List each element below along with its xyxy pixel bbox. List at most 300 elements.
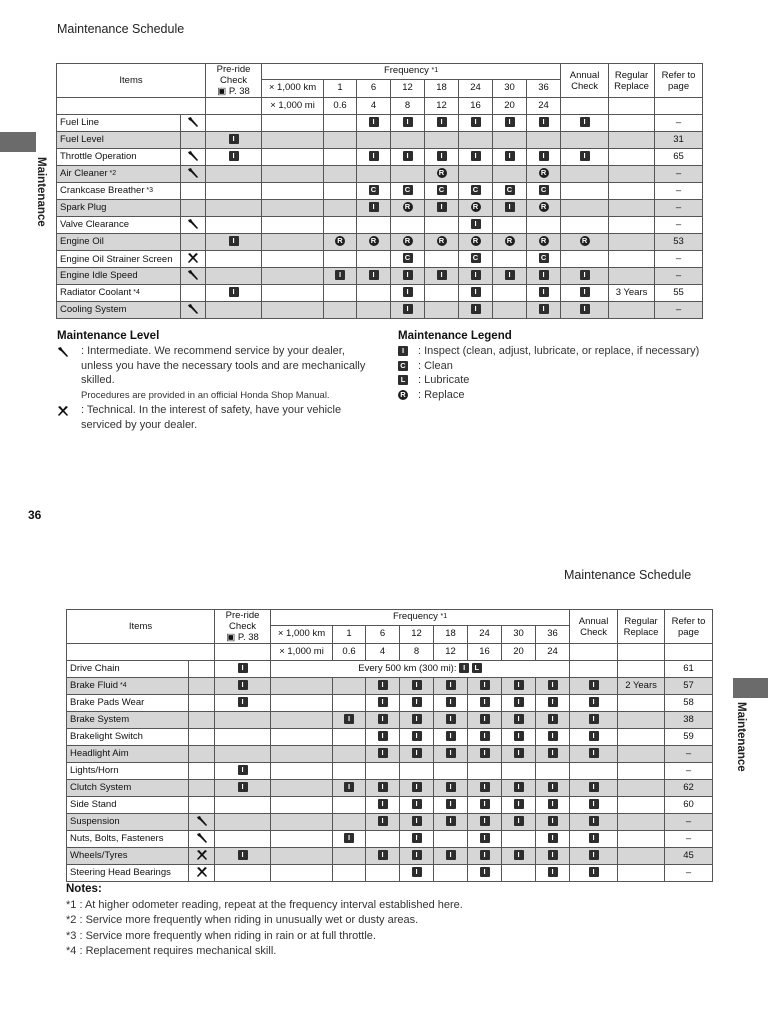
inspect-icon: I [548,850,558,860]
annual-cell [561,183,609,200]
freq-cell [333,712,366,729]
freq-cell [434,678,468,695]
level-cell [189,695,215,712]
item-name: Side Stand [67,797,189,814]
inspect-icon: I [446,850,456,860]
freq-cell [459,115,493,132]
wrench-icon [187,303,199,315]
item-name: Crankcase Breather $^{*3}$ [57,183,181,200]
regular-cell: 3 Years [609,285,655,302]
freq-cell [536,780,570,797]
inspect-icon: I [539,287,549,297]
freq-cell [434,814,468,831]
annual-cell [561,234,609,251]
freq-label-cell [262,217,324,234]
mi-value: 0.6 [324,98,357,115]
km-value: 18 [434,625,468,643]
inspect-icon: I [580,117,590,127]
km-value: 36 [527,79,561,97]
item-name: Brake System [67,712,189,729]
freq-cell [434,797,468,814]
table-row [57,183,703,200]
clean-icon: C [539,185,549,195]
inspect-icon: I [378,782,388,792]
freq-cell [366,797,400,814]
freq-label-cell [271,695,333,712]
inspect-icon: I [471,270,481,280]
freq-label-cell [262,302,324,319]
annual-cell [570,678,618,695]
refer-page: 38 [665,712,713,729]
freq-cell [502,746,536,763]
inspect-icon: I [589,697,599,707]
maintenance-table-1 [56,63,703,319]
freq-cell [391,234,425,251]
annual-cell [570,695,618,712]
freq-cell [425,183,459,200]
preride-cell [206,149,262,166]
inspect-icon: I [238,782,248,792]
freq-cell [459,251,493,268]
inspect-icon: I [412,680,422,690]
freq-cell [434,695,468,712]
inspect-icon: I [344,833,354,843]
clean-icon: C [471,253,481,263]
inspect-icon: I [539,117,549,127]
km-value: 30 [493,79,527,97]
refer-page: – [655,115,703,132]
level-cell [189,712,215,729]
freq-cell [357,217,391,234]
item-name: Fuel Level [57,132,181,149]
inspect-icon: I [412,731,422,741]
annual-cell [570,746,618,763]
freq-label-cell [271,780,333,797]
refer-page: – [655,183,703,200]
inspect-icon: I [412,816,422,826]
km-value: 6 [366,625,400,643]
preride-cell [206,183,262,200]
inspect-icon: I [548,799,558,809]
inspect-icon: I [446,731,456,741]
freq-label-cell [271,814,333,831]
level-cell [189,780,215,797]
legend-lubricate: : Lubricate [418,374,470,386]
freq-cell [391,302,425,319]
freq-cell [502,831,536,848]
freq-cell [536,678,570,695]
inspect-icon: I [580,270,590,280]
inspect-icon: I [437,270,447,280]
replace-icon: R [580,236,590,246]
tools-icon [196,866,208,878]
item-name: Brake Pads Wear [67,695,189,712]
replace-icon: R [471,202,481,212]
header-filler [570,644,618,661]
freq-cell [391,200,425,217]
mi-value: 12 [425,98,459,115]
level-cell [181,166,206,183]
annual-cell [561,285,609,302]
freq-cell [468,865,502,882]
freq-cell [425,285,459,302]
freq-cell [391,115,425,132]
refer-page: 55 [655,285,703,302]
freq-label-cell [262,132,324,149]
inspect-icon: I [480,816,490,826]
freq-cell [493,115,527,132]
freq-cell [366,865,400,882]
freq-cell [527,302,561,319]
mi-label: × 1,000 mi [271,644,333,661]
regular-cell [609,234,655,251]
freq-label-cell [271,678,333,695]
freq-cell [459,302,493,319]
freq-cell [366,729,400,746]
freq-cell [434,831,468,848]
freq-cell [459,200,493,217]
inspect-icon: I [589,833,599,843]
item-name: Headlight Aim [67,746,189,763]
page-title: Maintenance Schedule [57,22,185,36]
table-row [67,763,713,780]
freq-cell [502,848,536,865]
freq-cell [400,780,434,797]
preride-cell [215,729,271,746]
freq-cell [366,763,400,780]
refer-page: 60 [665,797,713,814]
freq-cell [366,831,400,848]
annual-cell [561,149,609,166]
wrench-icon [187,167,199,179]
annual-cell [561,302,609,319]
km-value: 24 [459,79,493,97]
freq-cell [324,302,357,319]
maintenance-legend-heading: Maintenance Legend [398,330,512,342]
level-cell [181,217,206,234]
freq-cell [357,149,391,166]
freq-cell [493,285,527,302]
annual-cell [570,763,618,780]
table-row [57,166,703,183]
inspect-icon: I [514,714,524,724]
inspect-icon: I [589,680,599,690]
section-label: Maintenance [35,157,47,227]
freq-cell [536,763,570,780]
km-value: 1 [324,79,357,97]
preride-cell [215,865,271,882]
freq-cell [324,166,357,183]
table-row [67,661,713,678]
freq-label-cell [271,729,333,746]
preride-cell [206,132,262,149]
section-label-2: Maintenance [735,702,747,772]
freq-cell [400,814,434,831]
freq-cell [468,780,502,797]
table-row [67,865,713,882]
table-row [57,234,703,251]
refer-page: 59 [665,729,713,746]
frequency-header: Frequency $^{*1}$ [262,64,561,80]
level-cell [181,251,206,268]
freq-cell [536,729,570,746]
items-header-2: Items [67,610,215,644]
freq-cell [493,166,527,183]
level-cell [189,746,215,763]
freq-cell [366,712,400,729]
inspect-icon: I [505,117,515,127]
clean-icon: C [471,185,481,195]
inspect-icon: I [589,782,599,792]
regular-cell [609,149,655,166]
freq-cell [391,183,425,200]
refer-page: – [665,763,713,780]
notes-heading: Notes: [66,883,102,895]
preride-cell [215,797,271,814]
freq-cell [400,865,434,882]
freq-cell [459,183,493,200]
freq-cell [536,814,570,831]
annual-header: Annual Check [561,64,609,98]
table-row [67,831,713,848]
inspect-icon: I [412,782,422,792]
regular-cell [609,302,655,319]
replace-icon: R [437,236,447,246]
header-filler [609,98,655,115]
inspect-icon: I [369,151,379,161]
lubricate-icon: L [398,375,408,385]
freq-label-cell [262,115,324,132]
refer-page: 53 [655,234,703,251]
inspect-icon: I [580,304,590,314]
freq-cell [468,678,502,695]
header-filler [206,98,262,115]
freq-cell [459,132,493,149]
inspect-icon: I [398,346,408,356]
table-row [67,780,713,797]
freq-cell [527,285,561,302]
mi-value: 8 [400,644,434,661]
preride-cell [206,302,262,319]
inspect-icon: I [446,748,456,758]
inspect-icon: I [548,782,558,792]
inspect-icon: I [548,714,558,724]
freq-cell [357,115,391,132]
maintenance-legend [398,330,718,402]
item-name: Engine Oil [57,234,181,251]
tools-icon [57,404,69,419]
regular-cell [609,115,655,132]
inspect-icon: I [412,714,422,724]
refer-page: – [665,831,713,848]
annual-cell [570,814,618,831]
inspect-icon: I [514,697,524,707]
regular-cell [609,268,655,285]
level-cell [189,797,215,814]
preride-cell [215,695,271,712]
freq-cell [459,217,493,234]
item-name: Brake Fluid $^{*4}$ [67,678,189,695]
inspect-icon: I [514,816,524,826]
inspect-icon: I [471,219,481,229]
refer-page: 62 [665,780,713,797]
inspect-icon: I [548,748,558,758]
regular-cell [618,746,665,763]
freq-cell [493,132,527,149]
inspect-icon: I [446,782,456,792]
freq-cell [333,814,366,831]
inspect-icon: I [403,270,413,280]
regular-cell [609,200,655,217]
freq-cell [536,746,570,763]
freq-cell [333,678,366,695]
regular-cell [618,729,665,746]
freq-cell [333,848,366,865]
inspect-icon: I [344,714,354,724]
freq-cell [502,814,536,831]
inspect-icon: I [403,304,413,314]
inspect-icon: I [369,117,379,127]
freq-cell [357,234,391,251]
replace-icon: R [335,236,345,246]
inspect-icon: I [548,697,558,707]
freq-cell [357,132,391,149]
inspect-icon: I [589,816,599,826]
maintenance-table-2 [66,609,713,882]
preride-cell [206,200,262,217]
clean-icon: C [437,185,447,195]
freq-cell [357,200,391,217]
preride-cell [206,115,262,132]
inspect-icon: I [335,270,345,280]
freq-cell [333,763,366,780]
preride-cell [206,217,262,234]
preride-cell [215,831,271,848]
annual-cell [570,661,618,678]
table-row [67,695,713,712]
inspect-icon: I [480,782,490,792]
freq-cell [493,183,527,200]
inspect-icon: I [344,782,354,792]
km-value: 1 [333,625,366,643]
freq-label-cell [271,848,333,865]
refer-page: – [655,268,703,285]
freq-cell [391,166,425,183]
inspect-icon: I [378,714,388,724]
items-header: Items [57,64,206,98]
inspect-icon: I [589,731,599,741]
inspect-icon: I [471,117,481,127]
freq-cell [425,166,459,183]
inspect-icon: I [548,833,558,843]
freq-cell [400,712,434,729]
wrench-icon [187,116,199,128]
inspect-icon: I [505,202,515,212]
freq-cell [357,302,391,319]
inspect-icon: I [437,151,447,161]
freq-label-cell [262,166,324,183]
header-filler [665,644,713,661]
freq-cell [357,268,391,285]
tools-icon [196,849,208,861]
annual-cell [561,166,609,183]
km-value: 12 [400,625,434,643]
intermediate-text: : Intermediate. We recommend service by your dealer, unless you have the necessary tools and are mechanically skilled. [81,345,366,386]
inspect-icon: I [539,304,549,314]
freq-cell [468,848,502,865]
freq-cell [425,251,459,268]
level-cell [189,865,215,882]
freq-cell [425,268,459,285]
table-row [57,132,703,149]
freq-cell [493,302,527,319]
inspect-icon: I [480,799,490,809]
freq-cell [459,149,493,166]
annual-cell [561,115,609,132]
table-row [57,302,703,319]
freq-cell [333,729,366,746]
item-name: Valve Clearance [57,217,181,234]
preride-cell [206,268,262,285]
freq-cell [527,149,561,166]
km-value: 30 [502,625,536,643]
freq-cell [527,132,561,149]
freq-cell [400,678,434,695]
annual-cell [561,132,609,149]
freq-cell [400,848,434,865]
freq-cell [434,729,468,746]
freq-label-cell [271,831,333,848]
level-cell [189,848,215,865]
level-cell [181,285,206,302]
mi-value: 20 [502,644,536,661]
freq-cell [459,285,493,302]
inspect-icon: I [446,714,456,724]
annual-cell [570,865,618,882]
inspect-icon: I [514,799,524,809]
level-cell [181,200,206,217]
inspect-icon: I [548,680,558,690]
level-cell [189,814,215,831]
freq-cell [493,217,527,234]
freq-cell [493,234,527,251]
wrench-icon [187,150,199,162]
table-row [57,268,703,285]
header-filler [618,644,665,661]
inspect-icon: I [229,151,239,161]
freq-cell [425,217,459,234]
freq-cell [536,831,570,848]
freq-cell [391,132,425,149]
annual-cell [570,780,618,797]
freq-cell [536,848,570,865]
inspect-icon: I [437,202,447,212]
page-ref-icon: ▣ [217,86,227,97]
annual-cell [561,217,609,234]
inspect-icon: I [378,748,388,758]
inspect-icon: I [229,287,239,297]
inspect-icon: I [378,680,388,690]
technical-text: : Technical. In the interest of safety, have your vehicle serviced by your dealer. [81,404,342,431]
freq-cell [502,780,536,797]
refer-page: 58 [665,695,713,712]
regular-cell [609,132,655,149]
freq-cell [357,251,391,268]
freq-label-cell [262,200,324,217]
freq-cell [468,746,502,763]
regular-cell [618,831,665,848]
freq-cell [425,200,459,217]
